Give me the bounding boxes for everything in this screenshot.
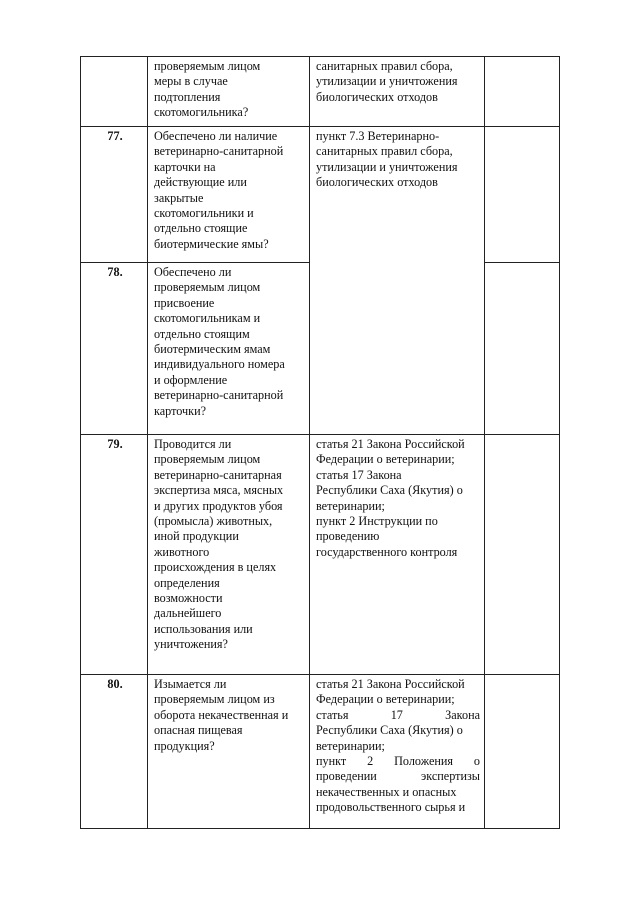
- row-reference: [310, 675, 485, 829]
- reference-line: биологических отходов: [316, 89, 438, 104]
- question-line: опасная пищевая: [154, 723, 243, 738]
- question-line: проверяемым лицом из: [154, 692, 275, 707]
- question-line: карточки?: [154, 403, 207, 418]
- reference-line: утилизации и уничтожения: [316, 74, 458, 89]
- reference-line: биологических отходов: [316, 175, 438, 190]
- question-line: проверяемым лицом: [154, 59, 261, 73]
- checklist-table: [80, 56, 560, 829]
- question-line: происхождения в целях: [154, 560, 277, 575]
- reference-line: Республики Саха (Якутия) о: [316, 483, 463, 498]
- reference-line: статья 21 Закона Российской: [316, 677, 465, 691]
- table-row: [81, 675, 560, 829]
- question-line: Изымается ли: [154, 677, 227, 691]
- question-line: скотомогильника?: [154, 105, 249, 120]
- question-line: биотермическим ямам: [154, 342, 271, 357]
- reference-line: проведению: [316, 529, 380, 544]
- row-number: 79.: [81, 435, 148, 675]
- row-reference: [310, 57, 485, 127]
- row-number: 78.: [81, 263, 148, 435]
- row-note-cell: [485, 263, 560, 435]
- question-line: (промысла) животных,: [154, 514, 273, 529]
- question-line: Обеспечено ли наличие: [154, 129, 278, 143]
- row-question: [148, 127, 310, 263]
- question-line: меры в случае: [154, 74, 228, 89]
- row-note-cell: [485, 435, 560, 675]
- question-line: карточки на: [154, 159, 216, 174]
- reference-line: санитарных правил сбора,: [316, 59, 453, 73]
- question-line: действующие или: [154, 175, 247, 190]
- question-line: скотомогильникам и: [154, 311, 261, 326]
- question-line: индивидуального номера: [154, 357, 285, 372]
- reference-line: пункт 2 Инструкции по: [316, 514, 438, 529]
- reference-line: государственного контроля: [316, 544, 458, 559]
- question-line: уничтожения?: [154, 637, 228, 652]
- table-row: [81, 57, 560, 127]
- reference-line: утилизации и уничтожения: [316, 159, 458, 174]
- reference-line: пункт 7.3 Ветеринарно-: [316, 129, 440, 143]
- reference-line: ветеринарии;: [316, 738, 385, 753]
- question-line: подтопления: [154, 89, 221, 104]
- question-line: экспертиза мяса, мясных: [154, 483, 284, 498]
- question-line: ветеринарно-санитарная: [154, 467, 282, 482]
- row-number: 80.: [81, 675, 148, 829]
- reference-line: санитарных правил сбора,: [316, 144, 453, 159]
- reference-line: статья 17 Закона: [316, 467, 402, 482]
- question-line: ветеринарно-санитарной: [154, 144, 284, 159]
- question-line: отдельно стоящим: [154, 326, 250, 341]
- question-line: проверяемым лицом: [154, 452, 261, 467]
- row-number: [81, 57, 148, 127]
- question-line: иной продукции: [154, 529, 239, 544]
- reference-line: Федерации о ветеринарии;: [316, 692, 455, 707]
- question-line: животного: [154, 544, 210, 559]
- reference-line: продовольственного сырья и: [316, 800, 466, 815]
- reference-line: ветеринарии;: [316, 498, 385, 513]
- reference-line: некачественных и опасных: [316, 784, 457, 799]
- reference-line: пункт 2 Положения о: [316, 754, 480, 769]
- row-reference: [310, 435, 485, 675]
- table-row: [81, 127, 560, 263]
- row-reference: [310, 127, 485, 435]
- table-row: [81, 435, 560, 675]
- row-question: [148, 57, 310, 127]
- question-line: Проводится ли: [154, 437, 232, 451]
- question-line: использования или: [154, 621, 253, 636]
- row-question: [148, 435, 310, 675]
- question-line: отдельно стоящие: [154, 221, 248, 236]
- question-line: определения: [154, 575, 220, 590]
- question-line: дальнейшего: [154, 606, 222, 621]
- question-line: закрытые: [154, 190, 204, 205]
- question-line: скотомогильники и: [154, 206, 254, 221]
- question-line: и других продуктов убоя: [154, 498, 283, 513]
- reference-line: статья 21 Закона Российской: [316, 437, 465, 451]
- question-line: оборота некачественная и: [154, 707, 289, 722]
- question-line: продукция?: [154, 738, 215, 753]
- reference-line: Республики Саха (Якутия) о: [316, 723, 463, 738]
- row-note-cell: [485, 675, 560, 829]
- question-line: Обеспечено ли: [154, 265, 232, 279]
- question-line: и оформление: [154, 372, 228, 387]
- question-line: возможности: [154, 591, 223, 606]
- row-number: 77.: [81, 127, 148, 263]
- question-line: присвоение: [154, 295, 215, 310]
- reference-line: проведении экспертизы: [316, 769, 480, 784]
- question-line: проверяемым лицом: [154, 280, 261, 295]
- row-question: [148, 675, 310, 829]
- question-line: биотермические ямы?: [154, 236, 269, 251]
- row-note-cell: [485, 57, 560, 127]
- row-note-cell: [485, 127, 560, 263]
- reference-line: статья 17 Закона: [316, 707, 480, 722]
- question-line: ветеринарно-санитарной: [154, 388, 284, 403]
- reference-line: Федерации о ветеринарии;: [316, 452, 455, 467]
- row-question: [148, 263, 310, 435]
